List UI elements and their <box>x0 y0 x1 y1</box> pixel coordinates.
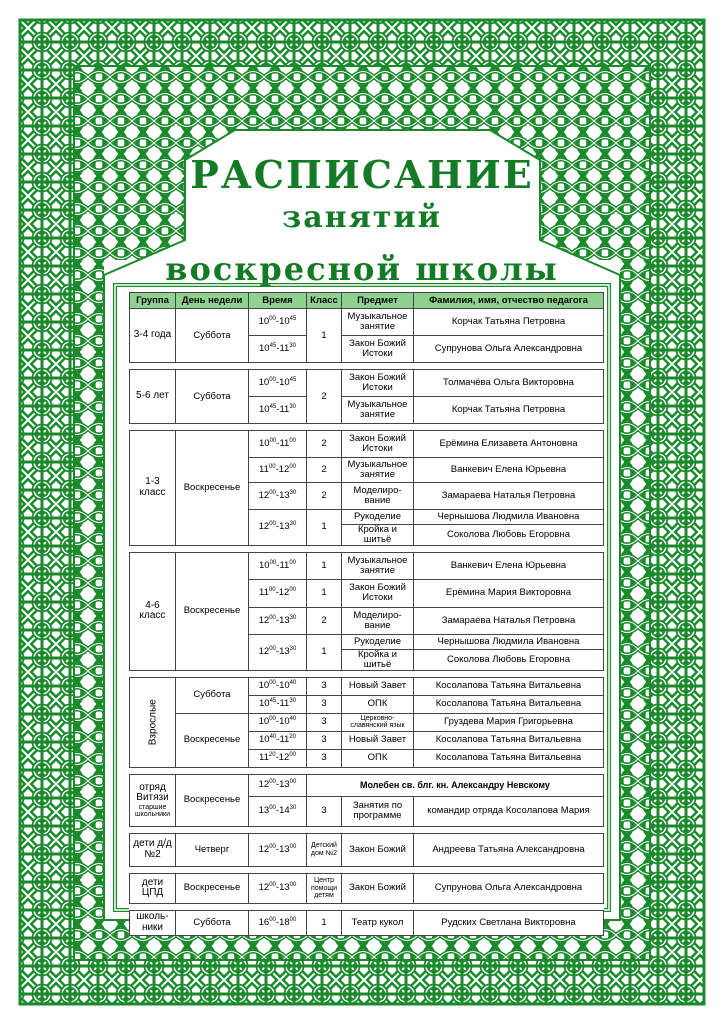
teacher-cell: Ванкевич Елена Юрьевна <box>414 458 604 483</box>
class-cell: 3 <box>307 749 342 767</box>
subject-cell: ОПК <box>342 749 414 767</box>
time-cell: $11^{00}-12^{00}$ <box>249 579 307 607</box>
time-start-minutes: 00 <box>269 521 276 528</box>
time-end-hour: 11 <box>279 559 290 571</box>
time-start-minutes: 45 <box>269 342 277 349</box>
teacher-cell: Рудских Светлана Викторовна <box>414 910 604 935</box>
time-start-minutes: 00 <box>269 882 276 889</box>
subject-cell: Рукоделие <box>342 634 414 649</box>
class-cell: 2 <box>307 607 342 634</box>
teacher-cell: Чернышова Людмила Ивановна <box>414 634 604 649</box>
time-end-minutes: 40 <box>289 716 297 723</box>
subject-cell: Кройка и шитьё <box>342 649 414 670</box>
time-end-hour: 13 <box>279 521 290 533</box>
time-start-minutes: 00 <box>269 646 276 653</box>
time-cell: $10^{00}-11^{00}$ <box>249 552 307 579</box>
time-cell: $10^{45}-11^{30}$ <box>249 397 307 424</box>
group-label: 5-6 лет <box>136 390 169 402</box>
teacher-cell: Замараева Наталья Петровна <box>414 483 604 510</box>
time-end-hour: 10 <box>279 316 290 328</box>
group-cell <box>130 370 176 424</box>
time-end-minutes: 00 <box>289 916 297 923</box>
time-start-hour: 13 <box>258 805 270 817</box>
header-teacher: Фамилия, имя, отчество педагога <box>414 293 604 309</box>
subject-cell: Моделиро-вание <box>342 483 414 510</box>
subject-cell: Закон Божий Истоки <box>342 370 414 397</box>
time-cell: $12^{00}-13^{00}$ <box>249 774 307 796</box>
subject-cell: Закон Божий Истоки <box>342 431 414 458</box>
time-end-hour: 10 <box>279 680 290 692</box>
table-row <box>130 370 604 397</box>
subject-cell: Музыкальное занятие <box>342 309 414 336</box>
time-start-minutes: 00 <box>268 587 276 594</box>
header-time: Время <box>249 293 307 309</box>
teacher-cell: Косолапова Татьяна Витальевна <box>414 731 604 749</box>
time-start-minutes: 20 <box>268 752 276 759</box>
class-cell: 1 <box>307 634 342 670</box>
subject-cell: Закон Божий Истоки <box>342 336 414 363</box>
time-cell: $10^{00}-10^{40}$ <box>249 677 307 695</box>
time-end-minutes: 30 <box>289 698 296 705</box>
class-cell: 1 <box>307 910 342 935</box>
group-label: 3-4 года <box>133 329 172 341</box>
teacher-cell: Ванкевич Елена Юрьевна <box>414 552 604 579</box>
time-end-minutes: 00 <box>289 437 296 444</box>
group-label: Взрослые <box>147 699 159 746</box>
table-row <box>130 910 604 935</box>
day-cell: Воскресенье <box>176 552 249 670</box>
time-cell: $12^{00}-13^{30}$ <box>249 483 307 510</box>
time-end-hour: 13 <box>279 882 290 894</box>
class-cell: 2 <box>307 370 342 424</box>
time-end-minutes: 00 <box>289 463 296 470</box>
table-row <box>130 677 604 695</box>
time-cell: $10^{00}-10^{45}$ <box>249 309 307 336</box>
time-end-minutes: 30 <box>289 614 297 621</box>
time-end-hour: 13 <box>279 490 290 502</box>
time-end-hour: 13 <box>279 614 290 626</box>
time-end-hour: 11 <box>279 438 290 450</box>
group-label: дети ЦПД <box>141 876 164 899</box>
class-cell: 3 <box>307 713 342 731</box>
table-row <box>130 552 604 579</box>
table-row <box>130 833 604 866</box>
teacher-cell: Корчак Татьяна Петровна <box>414 309 604 336</box>
teacher-cell: Соколова Любовь Егоровна <box>414 649 604 670</box>
time-cell: $10^{45}-11^{30}$ <box>249 336 307 363</box>
subject-cell: Церковно-славянский язык <box>342 713 414 731</box>
group-label: 1-3 класс <box>139 476 166 498</box>
subject-cell: Занятия по программе <box>342 796 414 826</box>
time-start-hour: 11 <box>259 752 269 764</box>
teacher-cell: Косолапова Татьяна Витальевна <box>414 695 604 713</box>
day-cell: Суббота <box>176 309 249 363</box>
group-label: школь-ники <box>136 911 169 933</box>
time-end-hour: 11 <box>279 698 290 710</box>
time-start-minutes: 00 <box>269 489 276 496</box>
time-end-hour: 13 <box>279 779 290 791</box>
time-end-hour: 13 <box>279 843 290 855</box>
day-cell: Воскресенье <box>176 774 249 826</box>
time-end-minutes: 30 <box>289 805 297 812</box>
time-end-hour: 14 <box>279 805 290 817</box>
class-cell: Детский дом №2 <box>307 833 342 866</box>
day-cell: Суббота <box>176 910 249 935</box>
time-start-minutes: 00 <box>269 376 276 383</box>
time-end-minutes: 00 <box>289 779 297 786</box>
table-row <box>130 309 604 336</box>
time-end-minutes: 00 <box>289 882 297 889</box>
class-cell: 2 <box>307 458 342 483</box>
time-start-hour: 12 <box>258 490 270 502</box>
time-start-hour: 10 <box>258 316 270 328</box>
teacher-cell: Груздева Мария Григорьевна <box>414 713 604 731</box>
time-end-hour: 10 <box>279 377 290 389</box>
group-separator <box>130 545 604 552</box>
time-end-minutes: 45 <box>289 376 297 383</box>
time-cell: $10^{00}-10^{45}$ <box>249 370 307 397</box>
group-cell <box>130 833 176 866</box>
subject-cell: Кройка и шитьё <box>342 525 414 546</box>
teacher-cell: Ерёмина Елизавета Антоновна <box>414 431 604 458</box>
group-cell <box>130 677 176 767</box>
title-line-2: занятий <box>282 200 442 235</box>
time-end-hour: 12 <box>278 752 290 764</box>
day-cell: Четверг <box>176 833 249 866</box>
time-end-minutes: 45 <box>289 315 297 322</box>
time-cell: $11^{00}-12^{00}$ <box>249 458 307 483</box>
class-cell: 3 <box>307 677 342 695</box>
time-start-minutes: 00 <box>269 559 277 566</box>
time-start-hour: 10 <box>259 438 270 450</box>
time-cell: $12^{00}-13^{00}$ <box>249 833 307 866</box>
time-start-minutes: 00 <box>269 315 276 322</box>
header-day: День недели <box>176 293 249 309</box>
header-subject: Предмет <box>342 293 414 309</box>
time-start-hour: 12 <box>258 521 270 533</box>
time-end-hour: 10 <box>279 716 290 728</box>
class-cell: 1 <box>307 510 342 546</box>
subject-cell: Закон Божий <box>342 833 414 866</box>
teacher-cell: Замараева Наталья Петровна <box>414 607 604 634</box>
time-start-hour: 10 <box>259 698 270 710</box>
group-cell <box>130 774 176 826</box>
teacher-cell: Толмачёва Ольга Викторовна <box>414 370 604 397</box>
time-cell: $10^{40}-11^{20}$ <box>249 731 307 749</box>
time-start-hour: 12 <box>258 614 270 626</box>
subject-cell: Рукоделие <box>342 510 414 525</box>
group-separator <box>130 767 604 774</box>
time-cell: $12^{00}-13^{30}$ <box>249 607 307 634</box>
time-start-hour: 12 <box>258 882 270 894</box>
time-start-hour: 12 <box>258 843 270 855</box>
teacher-cell: Супрунова Ольга Александровна <box>414 873 604 903</box>
time-start-hour: 11 <box>259 464 269 476</box>
time-end-minutes: 20 <box>289 734 296 741</box>
header-class: Класс <box>307 293 342 309</box>
teacher-cell: Корчак Татьяна Петровна <box>414 397 604 424</box>
group-cell <box>130 309 176 363</box>
time-start-hour: 16 <box>258 916 270 928</box>
time-cell: $16^{00}-18^{00}$ <box>249 910 307 935</box>
group-separator <box>130 866 604 873</box>
subject-cell: Закон Божий <box>342 873 414 903</box>
group-separator <box>130 424 604 431</box>
table-row <box>130 431 604 458</box>
teacher-cell: Ерёмина Мария Викторовна <box>414 579 604 607</box>
time-start-hour: 10 <box>258 377 270 389</box>
time-end-minutes: 00 <box>289 843 297 850</box>
class-cell: 2 <box>307 431 342 458</box>
day-cell: Воскресенье <box>176 431 249 546</box>
table-row <box>130 774 604 796</box>
time-start-hour: 10 <box>258 680 270 692</box>
day-cell: Воскресенье <box>176 713 249 767</box>
time-cell: $13^{00}-14^{30}$ <box>249 796 307 826</box>
day-cell: Суббота <box>176 677 249 713</box>
time-start-hour: 10 <box>258 716 270 728</box>
schedule-body <box>130 309 604 936</box>
table-row <box>130 713 604 731</box>
group-label: дети д/д №2 <box>133 838 172 860</box>
time-start-minutes: 40 <box>269 734 277 741</box>
table-row <box>130 873 604 903</box>
time-start-minutes: 00 <box>269 437 277 444</box>
time-end-hour: 11 <box>279 404 290 416</box>
time-start-minutes: 45 <box>269 698 277 705</box>
subject-cell: Театр кукол <box>342 910 414 935</box>
class-cell: 3 <box>307 695 342 713</box>
group-label: 4-6 класс <box>139 599 166 622</box>
class-cell: 1 <box>307 579 342 607</box>
time-start-hour: 10 <box>259 404 270 416</box>
time-end-minutes: 30 <box>289 521 297 528</box>
time-start-hour: 10 <box>259 343 270 355</box>
subject-cell: Музыкальное занятие <box>342 458 414 483</box>
time-cell: $12^{00}-13^{30}$ <box>249 510 307 546</box>
time-end-minutes: 00 <box>289 752 296 759</box>
class-cell: 3 <box>307 796 342 826</box>
subject-cell: Музыкальное занятие <box>342 552 414 579</box>
subject-cell: Музыкальное занятие <box>342 397 414 424</box>
title-line-3: воскресной школы <box>165 250 559 288</box>
time-end-hour: 11 <box>279 343 290 355</box>
time-cell: $10^{00}-10^{40}$ <box>249 713 307 731</box>
group-sublabel: старшие школьники <box>135 803 170 818</box>
time-start-minutes: 00 <box>269 916 276 923</box>
group-cell <box>130 910 176 935</box>
group-cell <box>130 552 176 670</box>
group-cell <box>130 873 176 903</box>
time-cell: $12^{00}-13^{30}$ <box>249 634 307 670</box>
time-start-minutes: 00 <box>268 463 276 470</box>
time-end-minutes: 00 <box>289 559 296 566</box>
group-separator <box>130 363 604 370</box>
group-separator <box>130 903 604 910</box>
teacher-cell: Косолапова Татьяна Витальевна <box>414 749 604 767</box>
subject-cell: Моделиро-вание <box>342 607 414 634</box>
group-label: отряд Витязи <box>136 781 169 804</box>
time-start-minutes: 00 <box>269 779 276 786</box>
time-start-minutes: 00 <box>269 614 276 621</box>
time-end-hour: 18 <box>279 916 290 928</box>
subject-cell: Новый Завет <box>342 677 414 695</box>
time-end-minutes: 30 <box>289 489 297 496</box>
group-cell <box>130 431 176 546</box>
teacher-cell: Косолапова Татьяна Витальевна <box>414 677 604 695</box>
time-end-hour: 13 <box>279 646 290 658</box>
teacher-cell: Андреева Татьяна Александровна <box>414 833 604 866</box>
time-end-hour: 12 <box>278 587 290 599</box>
teacher-cell: Соколова Любовь Егоровна <box>414 525 604 546</box>
time-end-minutes: 30 <box>289 403 296 410</box>
time-end-hour: 11 <box>279 734 290 746</box>
class-cell: 1 <box>307 552 342 579</box>
subject-cell: Новый Завет <box>342 731 414 749</box>
time-cell: $11^{20}-12^{00}$ <box>249 749 307 767</box>
time-start-minutes: 00 <box>269 843 276 850</box>
time-start-minutes: 00 <box>269 805 276 812</box>
teacher-cell: Чернышова Людмила Ивановна <box>414 510 604 525</box>
header-group: Группа <box>130 293 176 309</box>
time-cell: $12^{00}-13^{00}$ <box>249 873 307 903</box>
time-start-hour: 12 <box>258 779 270 791</box>
time-end-minutes: 30 <box>289 646 297 653</box>
teacher-cell: командир отряда Косолапова Мария <box>414 796 604 826</box>
time-end-minutes: 30 <box>289 342 296 349</box>
event-cell: Молебен св. блг. кн. Александру Невскому <box>307 774 604 796</box>
time-start-minutes: 00 <box>269 716 276 723</box>
time-end-minutes: 40 <box>289 680 297 687</box>
day-cell: Воскресенье <box>176 873 249 903</box>
teacher-cell: Супрунова Ольга Александровна <box>414 336 604 363</box>
time-end-hour: 12 <box>278 464 290 476</box>
group-separator <box>130 826 604 833</box>
schedule-table <box>129 292 604 936</box>
time-start-hour: 10 <box>259 559 270 571</box>
day-cell: Суббота <box>176 370 249 424</box>
time-start-hour: 11 <box>259 587 269 599</box>
subject-cell: ОПК <box>342 695 414 713</box>
subject-cell: Закон Божий Истоки <box>342 579 414 607</box>
time-start-hour: 12 <box>258 646 270 658</box>
group-separator <box>130 670 604 677</box>
class-cell: 2 <box>307 483 342 510</box>
class-cell: 1 <box>307 309 342 363</box>
class-cell: 3 <box>307 731 342 749</box>
time-start-minutes: 45 <box>269 403 277 410</box>
time-cell: $10^{00}-11^{00}$ <box>249 431 307 458</box>
class-cell: Центр помощи детям <box>307 873 342 903</box>
time-cell: $10^{45}-11^{30}$ <box>249 695 307 713</box>
time-start-minutes: 00 <box>269 680 276 687</box>
time-end-minutes: 00 <box>289 587 296 594</box>
time-start-hour: 10 <box>259 734 270 746</box>
title-line-1: РАСПИСАНИЕ <box>190 152 534 197</box>
